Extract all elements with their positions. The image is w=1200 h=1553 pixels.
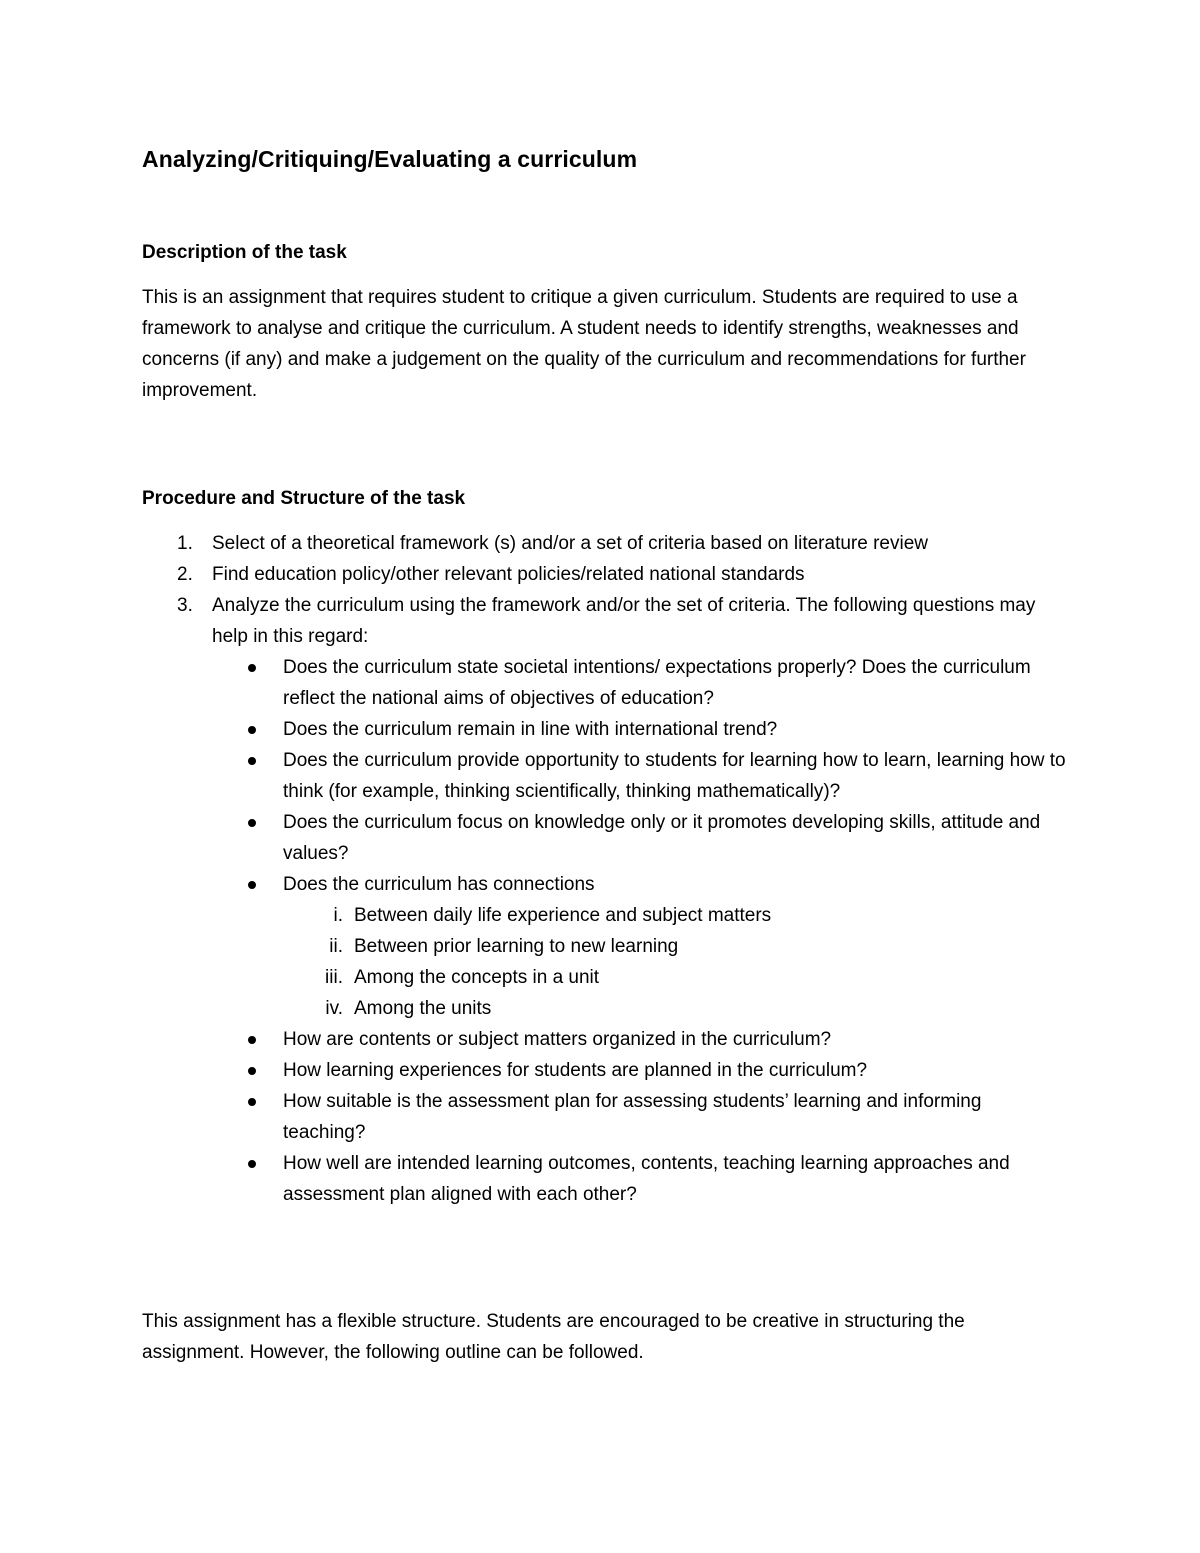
bullet-icon xyxy=(248,664,256,672)
connection-text: Between prior learning to new learning xyxy=(354,936,679,957)
question-text: How suitable is the assessment plan for assessing students’ learning and informing teaching? xyxy=(283,1091,982,1143)
question-text: Does the curriculum remain in line with international trend? xyxy=(283,719,778,740)
question-item xyxy=(142,714,1067,745)
question-text: How well are intended learning outcomes, contents, teaching learning approaches and assessment plan aligned with each other? xyxy=(283,1153,1010,1205)
connection-item xyxy=(142,931,1067,962)
question-item xyxy=(142,807,1067,869)
connection-item xyxy=(142,962,1067,993)
question-item xyxy=(142,1055,1067,1086)
procedure-steps-list xyxy=(142,528,1067,1210)
question-text: Does the curriculum state societal intentions/ expectations properly? Does the curriculum reflect the national aims of objectives of education? xyxy=(283,657,1031,709)
question-item xyxy=(142,1148,1067,1210)
connection-text: Among the units xyxy=(354,998,492,1019)
step-text: Analyze the curriculum using the framework and/or the set of criteria. The following questions may help in this regard: xyxy=(212,595,1036,647)
question-text: Does the curriculum has connections xyxy=(283,874,595,895)
step-text: Select of a theoretical framework (s) and/or a set of criteria based on literature review xyxy=(212,533,928,554)
step-text: Find education policy/other relevant policies/related national standards xyxy=(212,564,805,585)
connection-item xyxy=(142,900,1067,931)
procedure-heading: Procedure and Structure of the task xyxy=(142,488,466,509)
procedure-step xyxy=(142,528,1067,559)
question-item xyxy=(142,1086,1067,1148)
question-text: How learning experiences for students are planned in the curriculum? xyxy=(283,1060,868,1081)
bullet-icon xyxy=(248,757,256,765)
step-number: 3. xyxy=(177,595,193,616)
procedure-step xyxy=(142,590,1067,1210)
question-item xyxy=(142,745,1067,807)
question-text: How are contents or subject matters organized in the curriculum? xyxy=(283,1029,832,1050)
bullet-icon xyxy=(248,819,256,827)
document-content xyxy=(142,142,1067,1368)
bullet-icon xyxy=(248,1098,256,1106)
connection-text: Among the concepts in a unit xyxy=(354,967,600,988)
question-item xyxy=(142,652,1067,714)
question-text: Does the curriculum provide opportunity to students for learning how to learn, learning how to think (for example, thinking scientifically, thinking mathematically)? xyxy=(283,750,1066,802)
document-title: Analyzing/Critiquing/Evaluating a curriculum xyxy=(142,146,638,172)
bullet-icon xyxy=(248,1160,256,1168)
question-text: Does the curriculum focus on knowledge only or it promotes developing skills, attitude and values? xyxy=(283,812,1041,864)
question-item xyxy=(142,1024,1067,1055)
bullet-icon xyxy=(248,881,256,889)
roman-number: ii. xyxy=(329,936,343,957)
procedure-step xyxy=(142,559,1067,590)
question-item xyxy=(142,869,1067,1024)
step-number: 2. xyxy=(177,564,193,585)
connections-list xyxy=(283,900,1067,1024)
connection-item xyxy=(142,993,1067,1024)
bullet-icon xyxy=(248,1067,256,1075)
guiding-questions-list xyxy=(212,652,1067,1210)
roman-number: iv. xyxy=(325,998,343,1019)
connection-text: Between daily life experience and subject matters xyxy=(354,905,772,926)
description-body: This is an assignment that requires student to critique a given curriculum. Students are required to use a framework to analyse and critique the curriculum. A student needs to identify strengths, weaknesses and concerns (if any) and make a judgement on the quality of the curriculum and recommendations for further improvement. xyxy=(142,287,1026,401)
description-heading: Description of the task xyxy=(142,242,347,263)
bullet-icon xyxy=(248,726,256,734)
bullet-icon xyxy=(248,1036,256,1044)
step-number: 1. xyxy=(177,533,193,554)
roman-number: i. xyxy=(333,905,343,926)
outro-paragraph: This assignment has a flexible structure. Students are encouraged to be creative in structuring the assignment. However, the following outline can be followed. xyxy=(142,1311,965,1363)
roman-number: iii. xyxy=(325,967,343,988)
